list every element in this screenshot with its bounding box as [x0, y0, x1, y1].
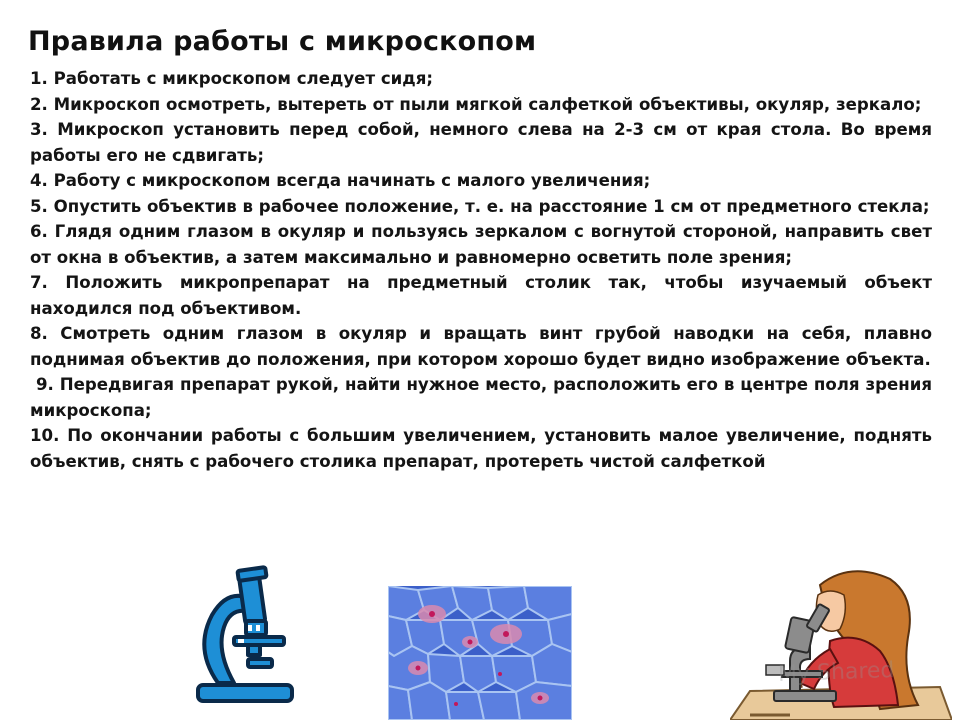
cell-micrograph — [388, 586, 572, 720]
rule-item: 8. Смотреть одним глазом в окуляр и вращать винт грубой наводки на себя, плавно поднимая объектив до положения, при котором хорошо будет видно изображение объекта. — [30, 324, 932, 369]
rules-list — [30, 66, 932, 474]
rule-item: 5. Опустить объектив в рабочее положение, т. е. на расстояние 1 см от предметного стекла; — [30, 196, 930, 216]
microscope-icon — [190, 565, 300, 705]
rule-item: 1. Работать с микроскопом следует сидя; — [30, 69, 433, 88]
rule-item: 4. Работу с микроскопом всегда начинать с малого увеличения; — [30, 171, 651, 190]
page-title: Правила работы с микроскопом — [28, 26, 537, 57]
rule-item: 2. Микроскоп осмотреть, вытереть от пыли мягкой салфеткой объективы, окуляр, зеркало; — [30, 94, 922, 114]
rule-item: 3. Микроскоп установить перед собой, немного слева на 2-3 см от края стола. Во время работы его не сдвигать; — [30, 120, 932, 165]
watermark: My Shared — [777, 657, 895, 688]
rule-item: 9. Передвигая препарат рукой, найти нужное место, расположить его в центре поля зрения микроскопа; — [30, 375, 932, 420]
rule-item: 10. По окончании работы с большим увеличением, установить малое увеличение, поднять объектив, снять с рабочего столика препарат, протереть чистой салфеткой — [30, 426, 932, 471]
rule-item: 7. Положить микропрепарат на предметный столик так, чтобы изучаемый объект находился под объективом. — [30, 273, 932, 318]
rule-item: 6. Глядя одним глазом в окуляр и пользуясь зеркалом с вогнутой стороной, направить свет от окна в объектив, а затем максимально и равномерно осветить поле зрения; — [30, 222, 932, 267]
girl-with-microscope — [730, 565, 952, 720]
